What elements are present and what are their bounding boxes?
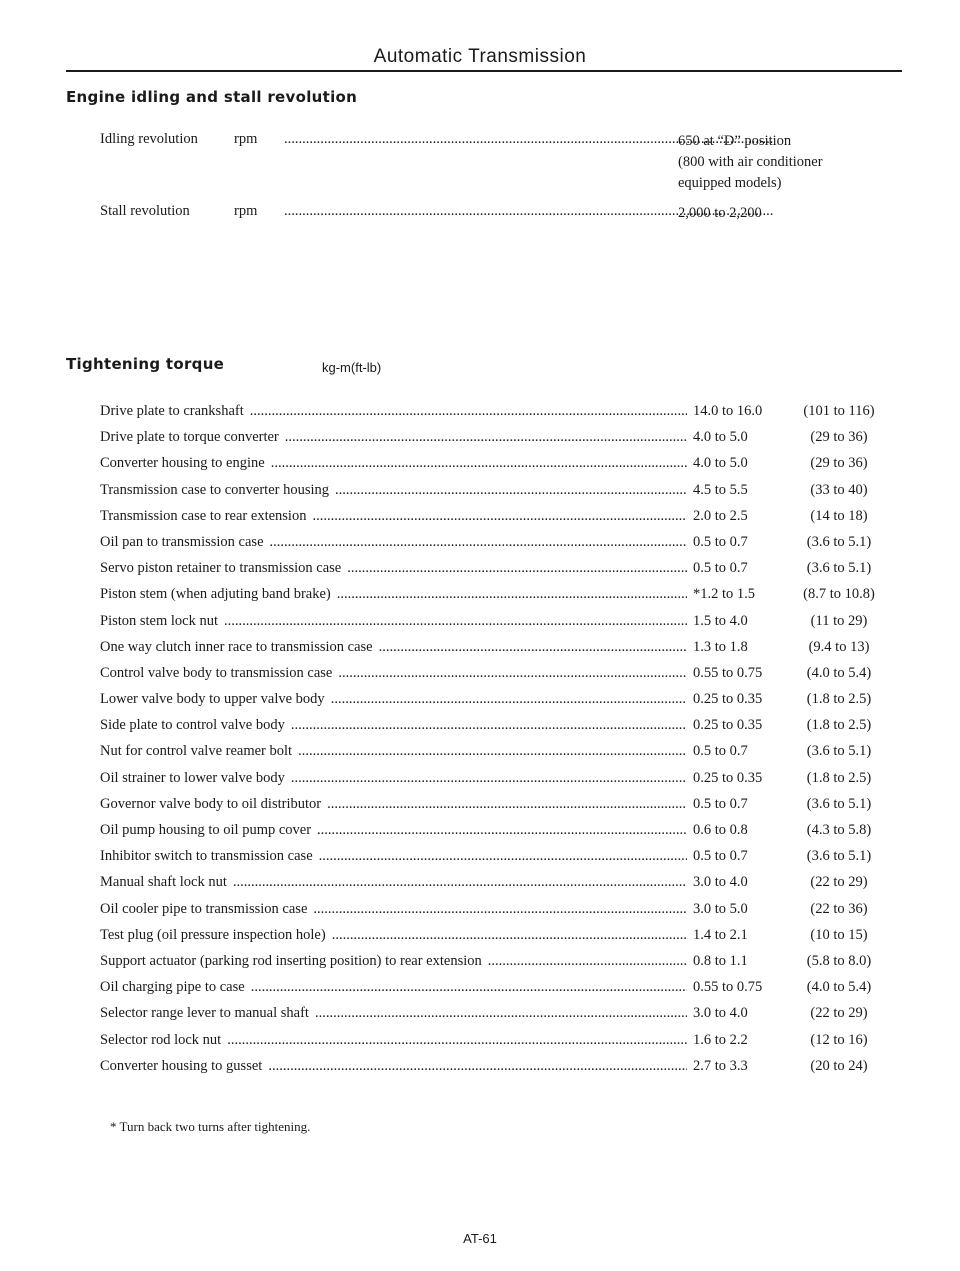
torque-metric-value: 0.5 to 0.7 — [693, 795, 748, 812]
stall-revolution-row — [100, 203, 860, 223]
torque-row — [100, 925, 880, 951]
torque-units: kg-m(ft-lb) — [322, 360, 382, 375]
torque-row — [100, 401, 880, 427]
torque-row — [100, 689, 880, 715]
torque-row — [100, 741, 880, 767]
torque-row — [100, 506, 880, 532]
torque-imperial-value: (29 to 36) — [810, 429, 868, 446]
torque-item-label: Drive plate to crankshaft — [100, 403, 244, 419]
leader-dots — [313, 899, 687, 919]
torque-imperial-value: (1.8 to 2.5) — [806, 717, 872, 734]
header-rule — [66, 70, 902, 72]
torque-item-label: Test plug (oil pressure inspection hole) — [100, 926, 326, 943]
leader-dots — [335, 480, 687, 500]
leader-dots — [227, 1030, 687, 1050]
torque-table — [100, 401, 880, 1082]
torque-imperial-value: (1.8 to 2.5) — [806, 769, 872, 786]
leader-dots — [331, 689, 687, 709]
footnote: * Turn back two turns after tightening. — [110, 1119, 311, 1134]
torque-item-label: Inhibitor switch to transmission case — [100, 848, 313, 865]
stall-unit: rpm — [234, 203, 258, 219]
torque-row — [100, 532, 880, 558]
torque-imperial-value: (3.6 to 5.1) — [806, 743, 872, 760]
torque-item-label: Manual shaft lock nut — [100, 874, 227, 891]
idling-revolution-row — [100, 131, 860, 191]
torque-metric-value: 0.5 to 0.7 — [693, 743, 748, 760]
page-number: AT-61 — [463, 1231, 497, 1246]
torque-item-label: Oil pan to transmission case — [100, 533, 264, 550]
torque-metric-value: 0.5 to 0.7 — [693, 533, 748, 550]
stall-value-line: 2,000 to 2,200 — [678, 205, 762, 221]
torque-item-label: Piston stem (when adjuting band brake) — [100, 586, 331, 603]
torque-item-label: Converter housing to engine — [100, 455, 265, 472]
idling-value — [678, 131, 823, 194]
torque-item-label: Side plate to control valve body — [100, 717, 285, 734]
torque-imperial-value: (4.0 to 5.4) — [806, 664, 872, 681]
torque-metric-value: 0.5 to 0.7 — [693, 560, 748, 577]
torque-imperial-value: (22 to 29) — [810, 874, 868, 891]
leader-dots — [332, 925, 687, 945]
torque-row — [100, 453, 880, 479]
torque-imperial-value: (29 to 36) — [810, 455, 868, 472]
torque-item-label: Transmission case to converter housing — [100, 481, 330, 498]
leader-dots — [291, 768, 687, 788]
torque-imperial-value: (101 to 116) — [803, 403, 875, 419]
torque-item-label: Selector rod lock nut — [100, 1031, 222, 1048]
leader-dots — [285, 427, 687, 447]
torque-item-label: Drive plate to torque converter — [100, 429, 279, 446]
torque-metric-value: 0.55 to 0.75 — [693, 979, 763, 996]
torque-row — [100, 846, 880, 872]
idling-value-line: 650 at “D” position — [678, 133, 792, 149]
leader-dots — [379, 637, 687, 657]
torque-row — [100, 584, 880, 610]
torque-metric-value: 4.5 to 5.5 — [693, 481, 748, 498]
torque-row — [100, 1003, 880, 1029]
leader-dots — [251, 977, 687, 997]
torque-metric-value: 1.3 to 1.8 — [693, 638, 748, 655]
torque-imperial-value: (3.6 to 5.1) — [806, 560, 872, 577]
torque-row — [100, 715, 880, 741]
torque-metric-value: 2.0 to 2.5 — [693, 507, 748, 524]
leader-dots — [319, 846, 687, 866]
torque-metric-value: 0.8 to 1.1 — [693, 952, 748, 969]
torque-metric-value: 4.0 to 5.0 — [693, 455, 748, 472]
engine-section-title: Engine idling and stall revolution — [66, 88, 358, 106]
leader-dots — [312, 506, 687, 526]
torque-imperial-value: (9.4 to 13) — [808, 638, 870, 655]
leader-dots — [268, 1056, 687, 1076]
idling-unit: rpm — [234, 131, 258, 147]
torque-imperial-value: (11 to 29) — [810, 612, 868, 629]
torque-metric-value: 4.0 to 5.0 — [693, 429, 748, 446]
torque-item-label: Control valve body to transmission case — [100, 664, 333, 681]
torque-row — [100, 480, 880, 506]
torque-imperial-value: (22 to 29) — [810, 1005, 868, 1022]
torque-row — [100, 977, 880, 1003]
idling-label: Idling revolution — [100, 131, 198, 147]
torque-metric-value: 3.0 to 4.0 — [693, 874, 748, 891]
torque-metric-value: 0.25 to 0.35 — [693, 769, 763, 786]
torque-metric-value: 0.55 to 0.75 — [693, 664, 763, 681]
torque-metric-value: 0.25 to 0.35 — [693, 717, 763, 734]
torque-row — [100, 558, 880, 584]
torque-imperial-value: (10 to 15) — [810, 926, 868, 943]
torque-imperial-value: (4.3 to 5.8) — [806, 822, 872, 838]
torque-row — [100, 663, 880, 689]
torque-imperial-value: (33 to 40) — [810, 481, 868, 498]
torque-item-label: Governor valve body to oil distributor — [100, 795, 322, 812]
torque-metric-value: 1.4 to 2.1 — [693, 926, 748, 943]
leader-dots — [327, 794, 687, 814]
torque-metric-value: 0.5 to 0.7 — [693, 848, 748, 865]
torque-row — [100, 794, 880, 820]
leader-dots — [338, 663, 687, 683]
torque-metric-value: 1.6 to 2.2 — [693, 1031, 748, 1048]
torque-row — [100, 611, 880, 637]
torque-item-label: Oil cooler pipe to transmission case — [100, 900, 308, 917]
torque-row — [100, 872, 880, 898]
leader-dots — [270, 532, 687, 552]
torque-metric-value: 0.6 to 0.8 — [693, 822, 748, 838]
torque-item-label: Converter housing to gusset — [100, 1057, 263, 1074]
torque-imperial-value: (22 to 36) — [810, 900, 868, 917]
torque-item-label: Servo piston retainer to transmission case — [100, 560, 342, 577]
leader-dots — [488, 951, 687, 971]
torque-imperial-value: (3.6 to 5.1) — [806, 533, 872, 550]
leader-dots — [233, 872, 687, 892]
leader-dots — [317, 820, 687, 840]
torque-row — [100, 1056, 880, 1082]
torque-imperial-value: (14 to 18) — [810, 507, 868, 524]
torque-row — [100, 768, 880, 794]
leader-dots — [347, 558, 687, 578]
torque-item-label: Selector range lever to manual shaft — [100, 1005, 309, 1022]
leader-dots — [298, 741, 687, 761]
torque-metric-value: 1.5 to 4.0 — [693, 612, 748, 629]
torque-row — [100, 899, 880, 925]
page-header: Automatic Transmission — [373, 46, 587, 67]
torque-metric-value: 0.25 to 0.35 — [693, 691, 763, 708]
idling-value-line: equipped models) — [678, 175, 782, 191]
torque-metric-value: *1.2 to 1.5 — [693, 586, 756, 603]
torque-item-label: One way clutch inner race to transmission case — [100, 638, 373, 655]
torque-row — [100, 427, 880, 453]
leader-dots — [224, 611, 687, 631]
torque-section-title: Tightening torque — [66, 355, 225, 373]
leader-dots — [337, 584, 687, 604]
torque-item-label: Support actuator (parking rod inserting position) to rear extension — [100, 952, 482, 969]
torque-metric-value: 3.0 to 5.0 — [693, 900, 748, 917]
torque-row — [100, 820, 880, 846]
leader-dots — [250, 401, 687, 421]
torque-item-label: Piston stem lock nut — [100, 612, 219, 629]
torque-imperial-value: (1.8 to 2.5) — [806, 691, 872, 708]
torque-item-label: Oil pump housing to oil pump cover — [100, 822, 312, 838]
torque-item-label: Oil charging pipe to case — [100, 979, 245, 996]
leader-dots — [291, 715, 687, 735]
torque-imperial-value: (5.8 to 8.0) — [806, 952, 872, 969]
torque-item-label: Transmission case to rear extension — [100, 507, 307, 524]
torque-item-label: Oil strainer to lower valve body — [100, 769, 285, 786]
torque-item-label: Lower valve body to upper valve body — [100, 691, 325, 708]
stall-label: Stall revolution — [100, 203, 190, 219]
torque-imperial-value: (12 to 16) — [810, 1031, 868, 1048]
torque-item-label: Nut for control valve reamer bolt — [100, 743, 293, 760]
leader-dots — [271, 453, 687, 473]
torque-imperial-value: (3.6 to 5.1) — [806, 848, 872, 865]
torque-imperial-value: (3.6 to 5.1) — [806, 795, 872, 812]
torque-metric-value: 2.7 to 3.3 — [693, 1057, 748, 1074]
stall-value — [678, 203, 762, 224]
torque-row — [100, 637, 880, 663]
torque-imperial-value: (4.0 to 5.4) — [806, 979, 872, 996]
torque-imperial-value: (8.7 to 10.8) — [803, 586, 875, 603]
leader-dots — [315, 1003, 687, 1023]
torque-row — [100, 951, 880, 977]
torque-row — [100, 1030, 880, 1056]
torque-metric-value: 14.0 to 16.0 — [693, 403, 763, 419]
idling-value-line: (800 with air conditioner — [678, 154, 823, 170]
torque-metric-value: 3.0 to 4.0 — [693, 1005, 748, 1022]
torque-imperial-value: (20 to 24) — [810, 1057, 868, 1074]
